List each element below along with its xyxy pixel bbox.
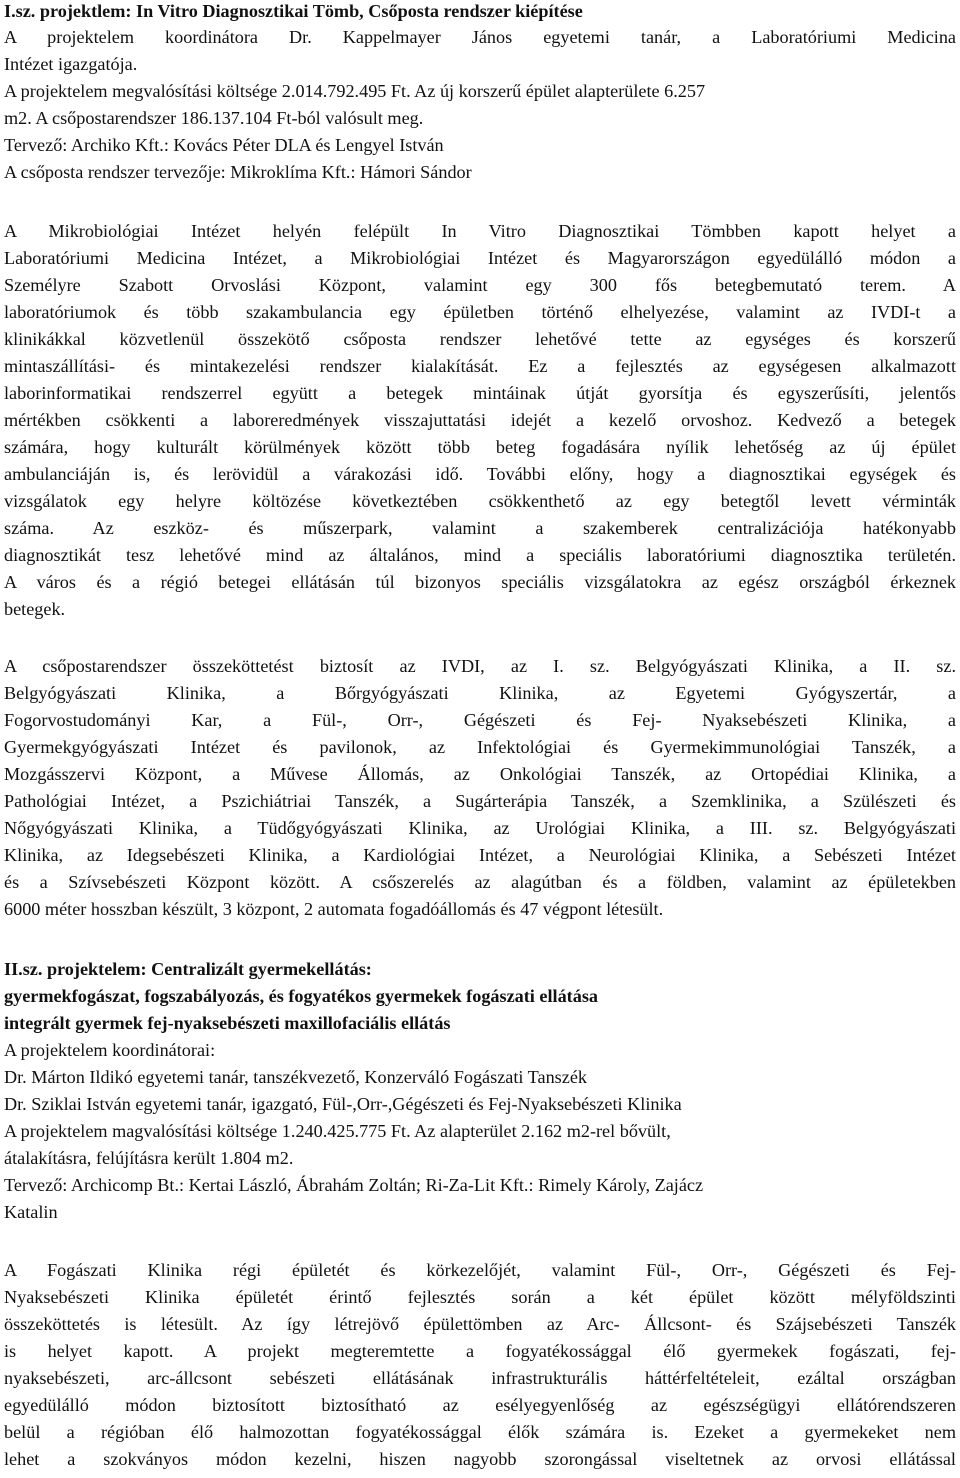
section1-paragraph1-line: laboratóriumok és több szakambulancia egy épületben történő elhelyezése, valamint az IVDI-t a [4, 302, 956, 322]
section2-paragraph1-line: Nyaksebészeti Klinika épületét érintő fejlesztés során a két épület között mélyföldszinti [4, 1287, 956, 1307]
section2-header-line: Dr. Sziklai István egyetemi tanár, igazgató, Fül-,Orr-,Gégészeti és Fej-Nyaksebészeti Klinika [4, 1094, 682, 1114]
section1-paragraph2-line: Fogorvostudományi Kar, a Fül-, Orr-, Gégészeti és Fej- Nyaksebészeti Klinika, a [4, 710, 956, 730]
section1-paragraph2-line: Mozgásszervi Központ, a Művese Állomás, az Onkológiai Tanszék, az Ortopédiai Klinika, a [4, 764, 956, 784]
section1-paragraph1-line: vizsgálatok egy helyre költözése következtében csökkenthető az egy betegtől levett vérminták [4, 491, 956, 511]
section1-header-line: A projektelem megvalósítási költsége 2.014.792.495 Ft. Az új korszerű épület alapterülete 6.257 [4, 81, 706, 101]
section2-paragraph1-line: A Fogászati Klinika régi épületét és körkezelőjét, valamint Fül-, Orr-, Gégészeti és Fej- [4, 1260, 956, 1280]
section2-header-line: A projektelem magvalósítási költsége 1.240.425.775 Ft. Az alapterület 2.162 m2-rel bővült, [4, 1121, 671, 1141]
section1-paragraph2-line: A csőpostarendszer összeköttetést biztosít az IVDI, az I. sz. Belgyógyászati Klinika, a II. sz. [4, 656, 956, 676]
section1-header-line: Intézet igazgatója. [4, 54, 138, 74]
section1-heading: I.sz. projektlem: In Vitro Diagnosztikai Tömb, Csőposta rendszer kiépítése [4, 1, 583, 21]
section1-paragraph2-line: Gyermekgyógyászati Intézet és pavilonok, az Infektológiai és Gyermekimmunológiai Tanszék, a [4, 737, 956, 757]
section1-paragraph1-line: Laboratóriumi Medicina Intézet, a Mikrobiológiai Intézet és Magyarországon egyedülálló módon a [4, 248, 956, 268]
section1-paragraph2-line: 6000 méter hosszban készült, 3 központ, 2 automata fogadóállomás és 47 végpont létesült. [4, 899, 664, 919]
section1-paragraph1-line: Személyre Szabott Orvoslási Központ, valamint egy 300 fős betegbemutató terem. A [4, 275, 956, 295]
section2-heading-line: gyermekfogászat, fogszabályozás, és fogyatékos gyermekek fogászati ellátása [4, 986, 599, 1006]
section1-paragraph1-line: számára, hogy kulturált körülmények között több beteg fogadására nyílik lehetőség az új épület [4, 437, 956, 457]
section1-header-line: A projektelem koordinátora Dr. Kappelmayer János egyetemi tanár, a Laboratóriumi Medicina [4, 27, 956, 47]
section1-paragraph2-line: Klinika, az Idegsebészeti Klinika, a Kardiológiai Intézet, a Neurológiai Klinika, a Sebészeti Intézet [4, 845, 956, 865]
section2-heading-line: II.sz. projektelem: Centralizált gyermekellátás: [4, 959, 372, 979]
section1-paragraph1-line: ambulanciáján is, és lerövidül a várakozási idő. További előny, hogy a diagnosztikai egységek és [4, 464, 956, 484]
section1-paragraph1-line: A város és a régió betegei ellátásán túl bizonyos speciális vizsgálatokra az egész országból érkeznek [4, 572, 956, 592]
section1-paragraph2-line: Pathológiai Intézet, a Pszichiátriai Tanszék, a Sugárterápia Tanszék, a Szemklinika, a Szülészeti és [4, 791, 956, 811]
section2-paragraph1-line: egyedülálló módon biztosított biztosítható az esélyegyenlőség az egészségügyi ellátórendszeren [4, 1395, 956, 1415]
section2-header-line: Katalin [4, 1202, 58, 1222]
section2-header-line: A projektelem koordinátorai: [4, 1040, 216, 1060]
section1-header-line: Tervező: Archiko Kft.: Kovács Péter DLA és Lengyel István [4, 135, 444, 155]
section1-paragraph1-line: betegek. [4, 599, 66, 619]
section1-header-line: A csőposta rendszer tervezője: Mikroklíma Kft.: Hámori Sándor [4, 162, 472, 182]
section1-paragraph1-line: A Mikrobiológiai Intézet helyén felépült In Vitro Diagnosztikai Tömbben kapott helyet a [4, 221, 956, 241]
section1-paragraph2-line: Nőgyógyászati Klinika, a Tüdőgyógyászati Klinika, az Urológiai Klinika, a III. sz. Belgyógyászati [4, 818, 956, 838]
section1-paragraph1-line: mintaszállítási- és mintakezelési rendszer kialakítását. Ez a fejlesztés az egységesen alkalmazott [4, 356, 956, 376]
section2-paragraph1-line: belül a régióban élő halmozottan fogyatékossággal élők számára is. Ezeket a gyermekeket nem [4, 1422, 956, 1442]
section1-paragraph1-line: laborinformatikai rendszerrel együtt a betegek mintáinak útját gyorsítja és egyszerűsíti, jelentős [4, 383, 956, 403]
section1-paragraph2-line: és a Szívsebészeti Központ között. A csőszerelés az alagútban és a földben, valamint az épületekben [4, 872, 956, 892]
section1-paragraph1-line: diagnosztikát tesz lehetővé mind az általános, mind a speciális laboratóriumi diagnosztika területén. [4, 545, 956, 565]
section2-paragraph1-line: is helyet kapott. A projekt megteremtette a fogyatékossággal élő gyermekek fogászati, fej- [4, 1341, 956, 1361]
section1-paragraph1-line: mértékben csökkenti a laboreredmények visszajuttatási idejét a kezelő orvoshoz. Kedvező a betegek [4, 410, 956, 430]
section2-paragraph1-line: nyaksebészeti, arc-állcsont sebészeti ellátásának infrastrukturális háttérfeltételeit, ezáltal országban [4, 1368, 956, 1388]
section2-paragraph1-line: lehet a szokványos módon kezelni, hiszen nagyobb szorongással viseltetnek az orvosi ellátással [4, 1449, 956, 1469]
section1-paragraph1-line: klinikákkal közvetlenül összekötő csőposta rendszer lehetővé tette az egységes és korszerű [4, 329, 956, 349]
section2-heading-line: integrált gyermek fej-nyaksebészeti maxillofaciális ellátás [4, 1013, 451, 1033]
section2-header-line: átalakításra, felújításra került 1.804 m2. [4, 1148, 294, 1168]
section2-header-line: Dr. Márton Ildikó egyetemi tanár, tanszékvezető, Konzerváló Fogászati Tanszék [4, 1067, 587, 1087]
section2-header-line: Tervező: Archicomp Bt.: Kertai László, Ábrahám Zoltán; Ri-Za-Lit Kft.: Rimely Károly, Zajácz [4, 1175, 704, 1195]
section1-header-line: m2. A csőpostarendszer 186.137.104 Ft-ból valósult meg. [4, 108, 424, 128]
section2-paragraph1-line: összeköttetés is létesült. Az így létrejövő épülettömben az Arc- Állcsont- és Szájsebészeti Tanszék [4, 1314, 956, 1334]
section1-paragraph1-line: száma. Az eszköz- és műszerpark, valamint a szakemberek centralizációja hatékonyabb [4, 518, 956, 538]
section1-paragraph2-line: Belgyógyászati Klinika, a Bőrgyógyászati Klinika, az Egyetemi Gyógyszertár, a [4, 683, 956, 703]
